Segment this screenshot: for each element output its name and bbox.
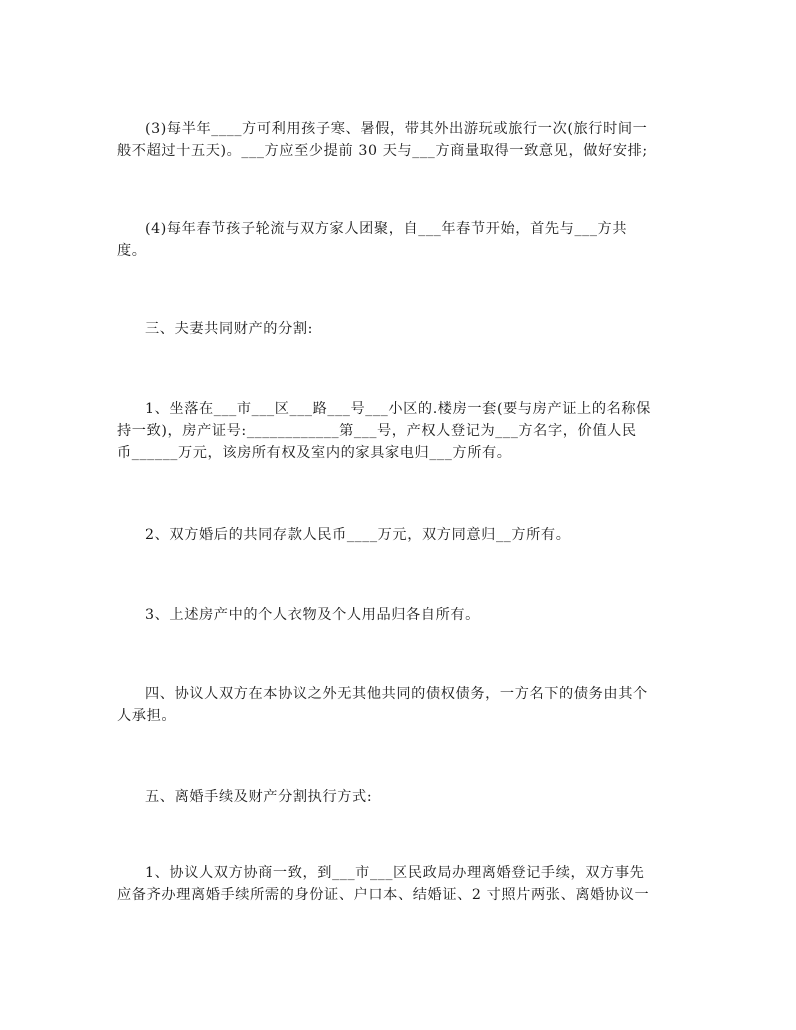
text-line: 五、离婚手续及财产分割执行方式: xyxy=(145,789,373,805)
text-line: 般不超过十五天)。___方应至少提前 30 天与___方商量取得一致意见，做好安排; xyxy=(117,143,648,159)
heading-debts xyxy=(117,683,687,727)
text-line: 币______万元，该房所有权及室内的家具家电归___方所有。 xyxy=(117,445,512,461)
heading-property-division xyxy=(117,318,687,340)
text-line: 三、夫妻共同财产的分割: xyxy=(145,321,314,337)
text-line: 度。 xyxy=(117,243,147,259)
text-line: 应备齐办理离婚手续所需的身份证、户口本、结婚证、2 寸照片两张、离婚协议一 xyxy=(117,887,650,903)
text-line: 持一致)，房产证号:____________第___号，产权人登记为___方名字，价值人民 xyxy=(117,423,637,439)
text-line: 人承担。 xyxy=(117,708,177,724)
text-line: 2、双方婚后的共同存款人民币____万元，双方同意归__方所有。 xyxy=(145,527,571,543)
text-line: 3、上述房产中的个人衣物及个人用品归各自所有。 xyxy=(145,607,480,623)
paragraph-house xyxy=(117,398,687,464)
paragraph-vacation-travel xyxy=(117,118,687,162)
paragraph-personal-items xyxy=(117,604,687,626)
paragraph-spring-festival xyxy=(117,218,687,262)
text-line: (4)每年春节孩子轮流与双方家人团聚，自___年春节开始，首先与___方共 xyxy=(145,221,628,237)
paragraph-registration xyxy=(117,862,687,906)
paragraph-savings xyxy=(117,524,687,546)
text-line: 1、协议人双方协商一致，到___市___区民政局办理离婚登记手续，双方事先 xyxy=(145,865,645,881)
text-line: 四、协议人双方在本协议之外无其他共同的债权债务，一方名下的债务由其个 xyxy=(145,686,648,702)
text-line: (3)每半年____方可利用孩子寒、暑假，带其外出游玩或旅行一次(旅行时间一 xyxy=(145,121,648,137)
heading-divorce-procedure xyxy=(117,786,687,808)
text-line: 1、坐落在___市___区___路___号___小区的.楼房一套(要与房产证上的名称保 xyxy=(145,401,651,417)
